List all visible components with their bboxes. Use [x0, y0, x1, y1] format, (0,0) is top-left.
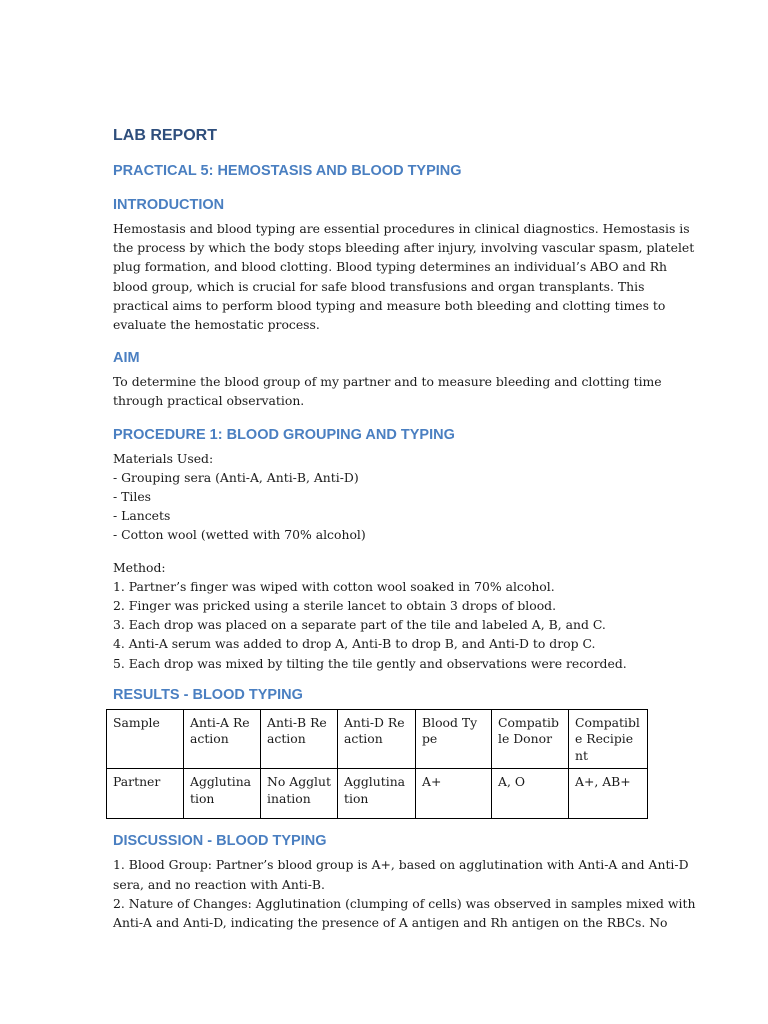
table-header-cell: Anti-B Reaction: [261, 709, 338, 769]
method-step: 3. Each drop was placed on a separate part of the tile and labeled A, B, and C.: [113, 617, 606, 633]
table-header-cell: Anti-A Reaction: [184, 709, 261, 769]
material-item: - Tiles: [113, 489, 152, 505]
results-table: [106, 709, 648, 820]
table-cell: Agglutination: [338, 769, 416, 819]
method-label: Method:: [113, 559, 166, 575]
method-step: 2. Finger was pricked using a sterile lancet to obtain 3 drops of blood.: [113, 598, 557, 614]
introduction-paragraph: [113, 219, 695, 334]
materials-label: Materials Used:: [113, 450, 214, 466]
introduction-line: evaluate the hemostatic process.: [113, 317, 320, 333]
aim-line: To determine the blood group of my partner and to measure bleeding and clotting time: [113, 374, 662, 390]
discussion-line: sera, and no reaction with Anti-B.: [113, 876, 325, 892]
table-header-cell: Compatible Recipient: [569, 709, 648, 769]
table-header-row: [107, 709, 648, 769]
introduction-line: the process by which the body stops bleeding after injury, involving vascular spasm, platelet: [113, 240, 695, 256]
material-item: - Grouping sera (Anti-A, Anti-B, Anti-D): [113, 469, 359, 485]
table-cell: A+, AB+: [569, 769, 648, 819]
materials-list: [113, 449, 663, 545]
method-list: [113, 558, 663, 673]
table-header-cell: Anti-D Reaction: [338, 709, 416, 769]
table-cell: A+: [416, 769, 492, 819]
method-step: 1. Partner’s finger was wiped with cotton wool soaked in 70% alcohol.: [113, 578, 555, 594]
discussion-line: 2. Nature of Changes: Agglutination (clumping of cells) was observed in samples mixed with: [113, 895, 696, 911]
table-cell: A, O: [492, 769, 569, 819]
material-item: - Lancets: [113, 508, 171, 524]
table-cell: No Agglutination: [261, 769, 338, 819]
aim-heading: AIM: [113, 350, 140, 367]
table-header-cell: Sample: [107, 709, 184, 769]
discussion-paragraph: [113, 855, 696, 932]
aim-line: through practical observation.: [113, 393, 305, 409]
practical-title: PRACTICAL 5: HEMOSTASIS AND BLOOD TYPING: [113, 163, 462, 179]
report-content: [113, 125, 696, 932]
table-row: [107, 769, 648, 819]
table-cell: Partner: [107, 769, 184, 819]
introduction-line: practical aims to perform blood typing and measure both bleeding and clotting times to: [113, 297, 666, 313]
procedure-heading: PROCEDURE 1: BLOOD GROUPING AND TYPING: [113, 426, 455, 443]
introduction-line: plug formation, and blood clotting. Blood typing determines an individual’s ABO and Rh: [113, 259, 668, 275]
introduction-line: Hemostasis and blood typing are essential procedures in clinical diagnostics. Hemostasis is: [113, 221, 690, 236]
aim-paragraph: [113, 372, 663, 410]
discussion-heading: DISCUSSION - BLOOD TYPING: [113, 833, 327, 850]
introduction-line: blood group, which is crucial for safe blood transfusions and organ transplants. This: [113, 278, 645, 294]
material-item: - Cotton wool (wetted with 70% alcohol): [113, 527, 366, 543]
method-step: 4. Anti-A serum was added to drop A, Anti-B to drop B, and Anti-D to drop C.: [113, 636, 596, 652]
table-header-cell: Blood Type: [416, 709, 492, 769]
discussion-line: Anti-A and Anti-D, indicating the presence of A antigen and Rh antigen on the RBCs. No: [113, 914, 668, 930]
introduction-heading: INTRODUCTION: [113, 197, 225, 213]
method-step: 5. Each drop was mixed by tilting the tile gently and observations were recorded.: [113, 655, 627, 671]
discussion-line: 1. Blood Group: Partner’s blood group is A+, based on agglutination with Anti-A and Anti-D: [113, 857, 689, 873]
table-header-cell: Compatible Donor: [492, 709, 569, 769]
results-heading: RESULTS - BLOOD TYPING: [113, 686, 303, 703]
table-cell: Agglutination: [184, 769, 261, 819]
report-title: LAB REPORT: [113, 127, 217, 144]
